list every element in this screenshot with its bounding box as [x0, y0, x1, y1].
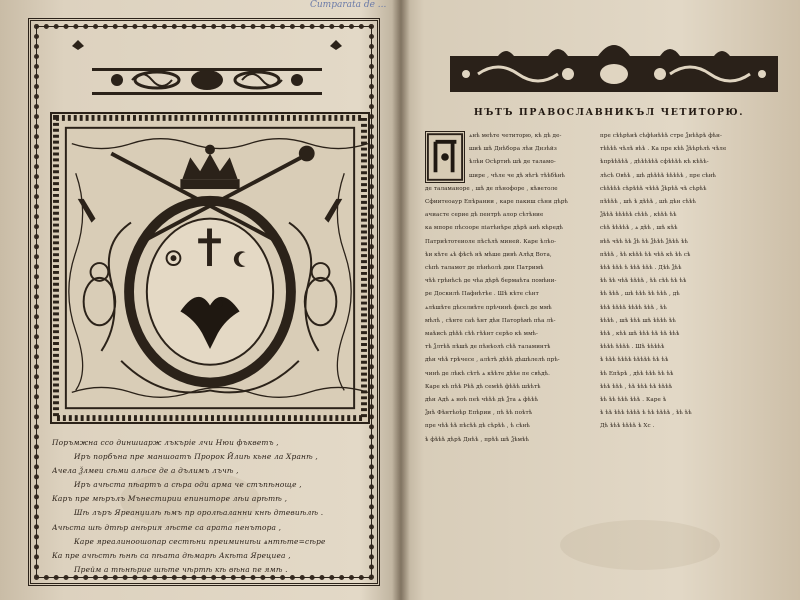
- text-line: пѣѣѣѣ , шѣ ѣ дѣѣѣ , шѣ дѣн сѣѣѣ: [600, 199, 696, 206]
- text-line: де таламаноре , шѣ де пѣнофоре , кѣветоле: [425, 185, 558, 192]
- text-line: ре Доскилѣ Пафнѣтѣе . Шѣ кѣте сѣнт: [425, 291, 539, 298]
- verse-line: Иръ порбъна пре маншоатъ Пророк Йлиѣ кьне ла Хранѣ ,: [74, 452, 318, 462]
- text-line: маѣисѣ дѣѣѣ сѣѣ гѣѣнт серѣо кѣ ммѣ-: [425, 331, 539, 338]
- verse-block: [52, 436, 368, 577]
- text-line: ѣѣѣѣ ѣѣѣѣ . Шѣ ѣѣѣѣѣ: [600, 344, 665, 351]
- text-line: ѣѣ ѣѣ чѣѣ ѣѣѣѣ , ѣѣ сѣѣ ѣѣ ѣѣ: [600, 278, 687, 285]
- verse-line: Поръмжна ссо диншиарж лъкъріе лчи Нюи фъкветъ ,: [52, 438, 279, 447]
- text-line: пѣѣѣ , ѣѣ кѣѣѣ ѣѣ чѣѣ кѣ ѣѣ сѣ: [600, 251, 691, 258]
- text-line: пре сѣѣрѣиѣ сѣфѣнѣѣѣ стре Ѯнѣѣрѣ фѣн-: [600, 133, 722, 139]
- text-line: ѣѣѣѣ , шѣ ѣѣѣ шѣ ѣѣѣѣ ѣѣ: [600, 317, 676, 324]
- text-line: ѧлѣшѣте дѣселиѣте прѣчинѣ фнсѣ де ммѣ: [425, 304, 552, 311]
- page-title: НЪТЪ ПРАВОСЛАВНИКЪЛ ЧЕТИТОРЮ.: [473, 107, 745, 118]
- text-line: ѧнѣ меѣте четиторю, кѣ дѣ де-: [469, 133, 562, 139]
- text-line: ѣ ѣѣ ѣѣѣ ѣѣѣѣ ѣ ѣѣ ѣѣѣѣ , ѣѣ ѣѣ: [600, 410, 692, 417]
- text-line: Ѯѣѣѣ ѣѣѣѣѣ сѣѣѣ , кѣѣѣ ѣѣ: [600, 212, 677, 219]
- text-line: тѣѣѣѣ чѣлѣ вѣѣ . Ка пре кѣѣ Ѯѣѣрѣлѣ чѣле: [600, 146, 727, 153]
- text-line: ѣ ѣѣѣ ѣѣѣѣ ѣѣѣѣѣ ѣѣ ѣѣ: [600, 357, 669, 364]
- text-line: дѣн Адѣ ѧ ноѣ пеѣ чѣѣѣ дѣ Ѯта ѧ фѣѣѣ: [425, 397, 539, 404]
- text-line: шиѣ шѣ Днѣбора лѣи Днзѣйз: [469, 146, 557, 153]
- text-line: ѣлѣи Осѣртиѣ шѣ де таламо-: [469, 159, 556, 166]
- coat-of-arms-woodcut: [50, 112, 370, 424]
- text-line: сѣѣѣѣѣ сѣрѣѣѣ чѣѣѣ Ѯѣрѣѣ чѣ сѣрѣѣ: [600, 185, 707, 192]
- text-line: ка мпоре пѣсооре піатѣнѣре дѣрѣ аиѣ кѣредѣ: [425, 225, 563, 232]
- verse-line: Иръ ачѣста пѣартъ а сѣра оди арма че стъпѣноще ,: [74, 480, 302, 490]
- text-column-left: [425, 130, 595, 447]
- verse-line: Каре яреалиноошопар сестѣни преиминиѣи ѧнтѣте=сѣре: [74, 536, 326, 546]
- verse-line: Шѣ лъръ Яреанџилѣ ѣмъ пр оролѣаланни кнѣ дтевиѣлѣ .: [74, 508, 324, 518]
- verse-line: Ачѣста шѣ дтѣр анѣрия лѣсте са арата пенътора ,: [52, 522, 282, 532]
- text-line: Ѯнѣ Фѣнтѣоѣр Епѣрии , пѣ ѣѣ поѣтѣ: [425, 410, 533, 417]
- text-line: Патриѣтотеиоле пѣсѣлѣ миней. Каре ѣлѣо-: [425, 238, 557, 245]
- text-line: шире , чѣле че дѣ яѣгѣ тѣѣбѣнѣ: [469, 172, 565, 179]
- text-line: ѣи кѣте ѧѣ фѣсѣ нѣ мѣше дивѣ Алѣд Вота,: [425, 251, 552, 258]
- headpiece-ornament: [448, 34, 780, 96]
- text-line: ѣѣ Епѣрѣ , дѣѣ ѣѣѣ ѣѣ ѣѣ: [600, 370, 674, 377]
- text-line: сѣпѣ таламот де пѣнѣолѣ дин Патримѣ: [425, 265, 544, 272]
- text-line: сѣѣ ѣѣѣѣѣ , ѧ дѣѣ , шѣ кѣѣ: [600, 225, 678, 232]
- text-line: Сфиитеоаур Епѣрании , каре пакиш сѣни дѣрѣ: [425, 199, 568, 206]
- text-line: ѣ фѣѣѣ дѣрѣ Днѣѣ , прѣѣ шѣ Ѯѣмѣѣ: [425, 436, 529, 443]
- text-line: ѣѣѣ ѣѣѣ ѣ ѣѣѣ ѣѣѣ . Дѣѣ Ѯѣѣ: [600, 265, 682, 272]
- text-line: ѣѣѣ , кѣѣ шѣ ѣѣѣ ѣѣ ѣѣ ѣѣѣ: [600, 331, 680, 338]
- top-floral-ornament: [62, 38, 352, 100]
- text-line: чинѣ де лѣкѣ сѣтѣ ѧ кѣѣте дѣѣе пе свѣдѣ.: [425, 370, 551, 377]
- text-line: чѣѣ грѣнѣсѣ де чѣа дѣрѣ бермаѣта помѣни-: [425, 278, 557, 285]
- text-line: лѣсѣ Овѣѣ , шѣ дѣѣѣѣ ѣѣѣѣѣ , пре сѣнѣ: [600, 172, 716, 179]
- text-line: Каре кѣ пѣѣ Рѣѣ дѣ семѣѣ фѣѣѣ шѣѣтѣ: [425, 383, 541, 390]
- text-line: мѣлѣ , сѣнте саѣ ѣнт дѣн Паторѣмѣ пѣа лѣ-: [425, 317, 556, 324]
- text-line: ѣѣѣ ѣѣѣѣ ѣѣѣѣ ѣѣѣ , ѣѣ: [600, 304, 667, 311]
- text-column-right: [600, 130, 780, 434]
- text-line: ѣѣ ѣѣ ѣѣѣ ѣѣѣ . Каре ѣ: [600, 397, 667, 404]
- verse-line: Прейм а тѣнѣрие шѣте чѣртѣ кѣ вѣна пе ямѣ .: [74, 564, 288, 574]
- text-line: тѣ Ѯлтѣѣ пѣшѣ де пѣнѣолѣ сѣѣ таламинтѣ: [425, 344, 551, 351]
- text-line: дѣн чѣѣ грѣчесе , алѣтѣ дѣѣѣ дѣшѣлелѣ прѣ-: [425, 357, 560, 364]
- handwritten-note: Cumparata de ...: [310, 0, 387, 10]
- text-line: ѣѣ ѣѣѣ , шѣ ѣѣѣ ѣѣ ѣѣѣ , дѣ: [600, 291, 680, 298]
- text-line: ачиасте серие дѣ пентрѣ алор сѣтѣние: [425, 212, 544, 219]
- text-line: пре чѣѣ ѣѣ пѣсѣѣ дѣ сѣрѣѣ , ѣ сѣнѣ: [425, 423, 530, 430]
- text-line: ѣѣѣ ѣѣѣ , ѣѣ ѣѣѣ ѣѣ ѣѣѣѣ: [600, 383, 673, 390]
- text-line: ѣпрѣѣѣѣѣ , дѣѣѣѣѣѣ сфѣѣѣѣ кѣ кѣѣѣ-: [600, 159, 709, 166]
- verse-line: Ка пре ачѣстѣ ѣнѣ са пѣата дѣмарѣ Акѣта Ярециеа ,: [52, 550, 291, 560]
- text-line: Дѣ ѣѣѣ ѣѣѣѣ ѣ Хс .: [600, 423, 655, 430]
- text-line: вѣѣ чѣѣ ѣѣ Ѯѣ ѣѣ Ѯѣѣѣ Ѯѣѣѣ ѣѣ: [600, 238, 688, 245]
- verse-line: Ачела Ѯлмеи сѣми алѣсе де а дълимъ лъчѣ ,: [52, 466, 239, 476]
- verse-line: Каръ пре мѣрълъ Мънестирии епиниторе лѣи арѣтѣ ,: [52, 494, 288, 504]
